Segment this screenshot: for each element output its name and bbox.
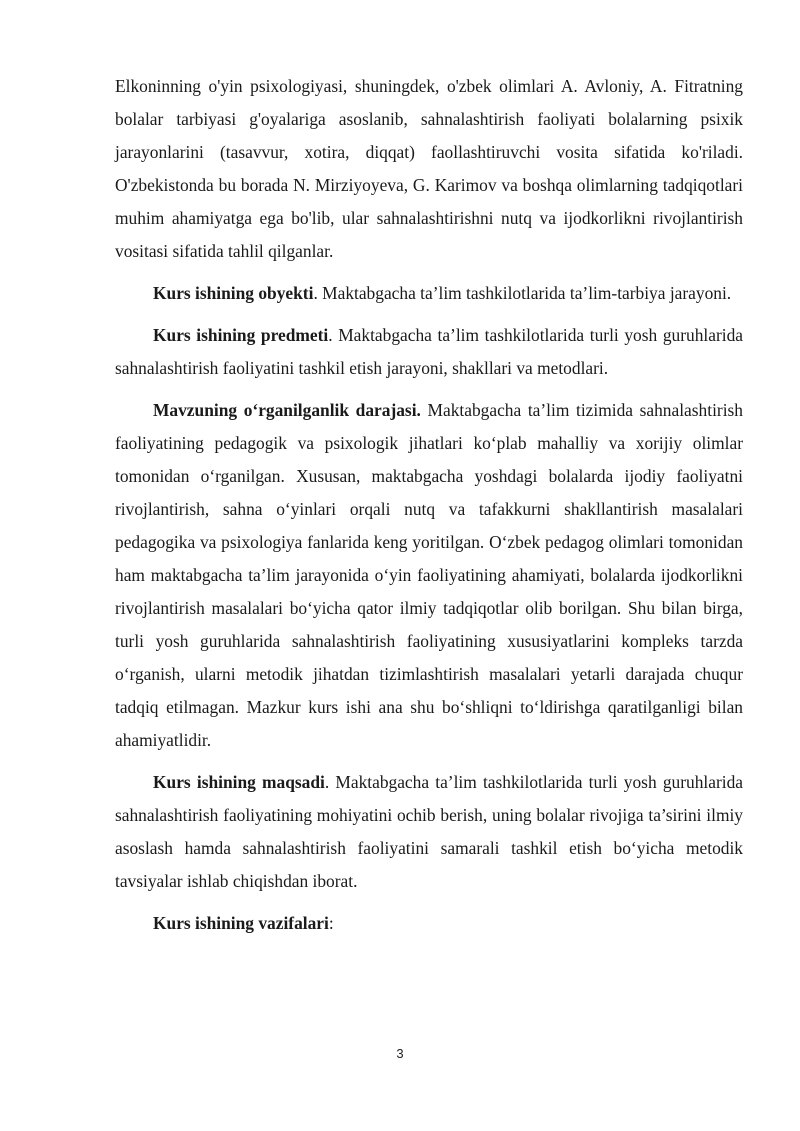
page-number: 3 xyxy=(396,1046,404,1061)
paragraph-heading-research-level: Mavzuning o‘rganilganlik darajasi. xyxy=(153,400,421,420)
paragraph-text: . Maktabgacha ta’lim tashkilotlarida ta’lim-tarbiya jarayoni. xyxy=(313,283,732,303)
paragraph-object xyxy=(115,277,743,310)
document-body xyxy=(115,70,743,949)
paragraph-goal xyxy=(115,766,743,898)
paragraph-text: Maktabgacha ta’lim tizimida sahnalashtirish faoliyatining pedagogik va psixologik jihatlari ko‘plab mahalliy va xorijiy olimlar tomonidan o‘rganilgan. Xususan, maktabgacha yoshdagi bolalarda ijodiy faoliyatni rivojlantirish, sahna o‘yinlari orqali nutq va tafakkurni shakllantirish masalalari pedagogika va psixologiya fanlarida keng yoritilgan. O‘zbek pedagog olimlari tomonidan ham maktabgacha ta’lim jarayonida o‘yin faoliyatining ahamiyati, bolalarda ijodkorlikni rivojlantirish masalalari bo‘yicha qator ilmiy tadqiqotlar olib borilgan. Shu bilan birga, turli yosh guruhlarida sahnalashtirish faoliyatining xususiyatlarini kompleks tarzda o‘rganish, ularni metodik jihatdan tizimlashtirish masalalari yetarli darajada chuqur tadqiq etilmagan. Mazkur kurs ishi ana shu bo‘shliqni to‘ldirishga qaratilganligi bilan ahamiyatlidir. xyxy=(115,400,743,750)
paragraph-text: . Maktabgacha ta’lim tashkilotlarida turli yosh guruhlarida sahnalashtirish faoliyatining mohiyatini ochib berish, uning bolalar rivojiga ta’sirini ilmiy asoslash hamda sahnalashtirish faoliyatini samarali tashkil etish bo‘yicha metodik tavsiyalar ishlab chiqishdan iborat. xyxy=(115,772,743,891)
paragraph-heading-object: Kurs ishining obyekti xyxy=(153,283,314,303)
paragraph-heading-goal: Kurs ishining maqsadi xyxy=(153,772,325,792)
paragraph-heading-subject: Kurs ishining predmeti xyxy=(153,325,329,345)
paragraph-text: : xyxy=(328,913,334,933)
paragraph-text: . Maktabgacha ta’lim tashkilotlarida turli yosh guruhlarida sahnalashtirish faoliyatini tashkil etish jarayoni, shakllari va metodlari. xyxy=(115,325,744,378)
paragraph-intro-continuation xyxy=(115,70,743,268)
paragraph-text: Elkoninning o'yin psixologiyasi, shuningdek, o'zbek olimlari A. Avloniy, A. Fitratning bolalar tarbiyasi g'oyalariga asoslanib, sahnalashtirish faoliyati bolalarning psixik jarayonlarini (tasavvur, xotira, diqqat) faollashtiruvchi vosita sifatida ko'riladi. O'zbekistonda bu borada N. Mirziyoyeva, G. Karimov va boshqa olimlarning tadqiqotlari muhim ahamiyatga ega bo'lib, ular sahnalashtirishni nutq va ijodkorlikni rivojlantirish vositasi sifatida tahlil qilganlar. xyxy=(115,76,743,261)
paragraph-research-level xyxy=(115,394,743,757)
paragraph-tasks xyxy=(115,907,743,940)
paragraph-heading-tasks: Kurs ishining vazifalari xyxy=(153,913,329,933)
paragraph-subject xyxy=(115,319,743,385)
